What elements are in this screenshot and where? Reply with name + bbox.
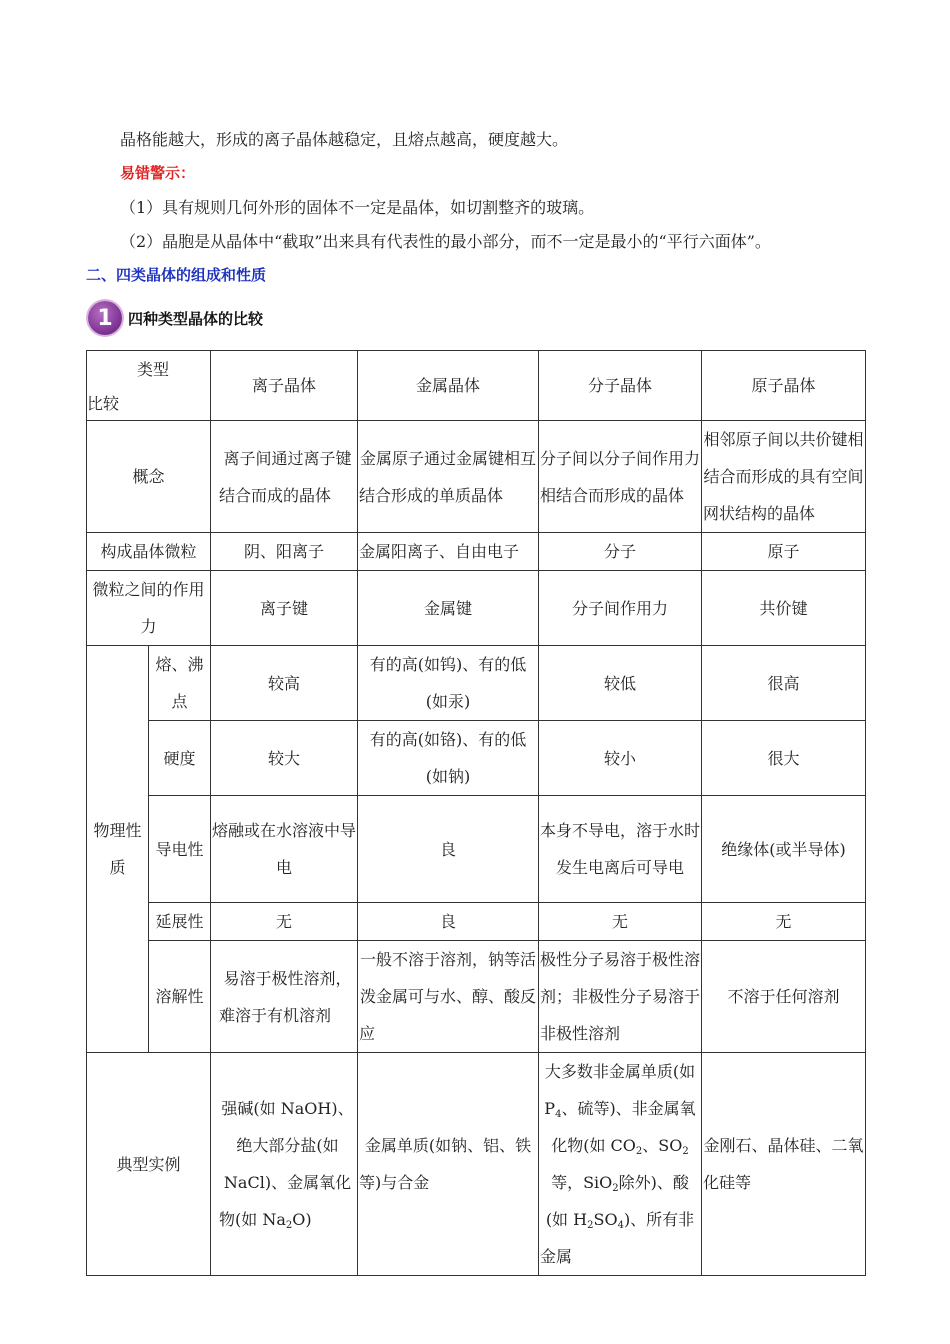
table-cell: 有的高(如铬)、有的低(如钠) (358, 721, 539, 796)
table-cell: 极性分子易溶于极性溶剂；非极性分子易溶于非极性溶剂 (539, 941, 702, 1053)
table-cell: 金属原子通过金属键相互结合形成的单质晶体 (358, 421, 539, 533)
cell-text: 大多数非金属单质(如 P (544, 1062, 696, 1118)
table-cell: 较大 (211, 721, 358, 796)
subsection-header (88, 300, 263, 336)
cell-text: 、硫等)、非金属氧化物(如 CO (551, 1099, 696, 1155)
row-label: 概念 (87, 421, 211, 533)
table-cell: 金刚石、晶体硅、二氧化硅等 (702, 1053, 866, 1276)
corner-type-label: 类型 (137, 360, 170, 379)
corner-header-cell (87, 351, 211, 421)
table-cell: 金属阳离子、自由电子 (358, 533, 539, 571)
table-header-row (87, 351, 866, 421)
subscript: 2 (612, 1183, 619, 1194)
table-cell: 无 (702, 903, 866, 941)
table-cell: 良 (358, 796, 539, 903)
table-cell: 绝缘体(或半导体) (702, 796, 866, 903)
intro-text: 晶格能越大，形成的离子晶体越稳定，且熔点越高，硬度越大。 (120, 130, 569, 149)
table-cell: 阴、阳离子 (211, 533, 358, 571)
table-cell: 金属键 (358, 571, 539, 646)
subsection-title: 四种类型晶体的比较 (128, 309, 264, 328)
subscript: 4 (617, 1220, 624, 1231)
row-label: 构成晶体微粒 (87, 533, 211, 571)
subscript: 2 (635, 1146, 643, 1157)
table-row (87, 421, 866, 533)
section-heading: 二、四类晶体的组成和性质 (86, 266, 267, 284)
table-cell: 原子 (702, 533, 866, 571)
subscript: 2 (587, 1220, 594, 1231)
table-row (87, 941, 866, 1053)
table-cell: 共价键 (702, 571, 866, 646)
table-cell: 金属单质(如钠、铝、铁等)与合金 (358, 1053, 539, 1276)
row-label: 延展性 (149, 903, 211, 941)
cell-text: )、所有非金属 (540, 1210, 695, 1266)
column-header: 金属晶体 (358, 351, 539, 421)
row-label: 微粒之间的作用力 (87, 571, 211, 646)
cell-text: SO (593, 1210, 618, 1229)
table-row (87, 533, 866, 571)
subscript: 2 (682, 1146, 689, 1157)
table-cell: 离子间通过离子键结合而成的晶体 (211, 421, 358, 533)
column-header: 离子晶体 (211, 351, 358, 421)
cell-text: 发生电离后可导电 (555, 858, 684, 877)
cell-text: 强碱(如 NaOH)、绝大部分盐(如 NaCl)、金属氧化物(如 Na (219, 1099, 354, 1229)
table-cell: 良 (358, 903, 539, 941)
row-label: 熔、沸点 (149, 646, 211, 721)
corner-compare-label: 比较 (87, 394, 120, 413)
table-cell: 较小 (539, 721, 702, 796)
table-cell (539, 1053, 702, 1276)
table-cell: 易溶于极性溶剂，难溶于有机溶剂 (211, 941, 358, 1053)
subscript: 2 (285, 1220, 293, 1231)
table-cell: 相邻原子间以共价键相结合而形成的具有空间网状结构的晶体 (702, 421, 866, 533)
table-cell: 分子间以分子间作用力相结合而形成的晶体 (539, 421, 702, 533)
table-cell: 分子间作用力 (539, 571, 702, 646)
table-cell (539, 796, 702, 903)
table-cell: 无 (211, 903, 358, 941)
number-badge-icon: 1 (88, 301, 122, 335)
table-row (87, 721, 866, 796)
cell-text: 除外)、酸(如 H (545, 1173, 689, 1229)
warning-item-1: （1）具有规则几何外形的固体不一定是晶体，如切割整齐的玻璃。 (120, 198, 595, 217)
table-cell: 很高 (702, 646, 866, 721)
row-group-label: 物理性质 (87, 646, 149, 1053)
table-cell (211, 1053, 358, 1276)
table-cell: 分子 (539, 533, 702, 571)
cell-text: 、SO (642, 1136, 683, 1155)
table-row (87, 796, 866, 903)
subscript: 4 (555, 1109, 562, 1120)
warning-title: 易错警示： (120, 164, 196, 182)
table-cell: 熔融或在水溶液中导电 (211, 796, 358, 903)
table-cell: 有的高(如钨)、有的低(如汞) (358, 646, 539, 721)
warning-item-2: （2）晶胞是从晶体中“截取”出来具有代表性的最小部分，而不一定是最小的“平行六面体”。 (120, 232, 771, 251)
cell-text: 等，SiO (551, 1173, 613, 1192)
table-cell: 离子键 (211, 571, 358, 646)
table-row (87, 903, 866, 941)
table-row (87, 571, 866, 646)
table-cell: 无 (539, 903, 702, 941)
column-header: 分子晶体 (539, 351, 702, 421)
row-label: 溶解性 (149, 941, 211, 1053)
cell-text: O) (292, 1210, 312, 1229)
table-cell: 较低 (539, 646, 702, 721)
row-label: 导电性 (149, 796, 211, 903)
row-label: 典型实例 (87, 1053, 211, 1276)
table-row (87, 1053, 866, 1276)
table-cell: 较高 (211, 646, 358, 721)
table-cell: 很大 (702, 721, 866, 796)
table-cell: 一般不溶于溶剂，钠等活泼金属可与水、醇、酸反应 (358, 941, 539, 1053)
table-row (87, 646, 866, 721)
table-cell: 不溶于任何溶剂 (702, 941, 866, 1053)
cell-text: 本身不导电，溶于水时 (540, 821, 701, 840)
row-label: 硬度 (149, 721, 211, 796)
crystal-comparison-table (86, 350, 866, 1276)
column-header: 原子晶体 (702, 351, 866, 421)
